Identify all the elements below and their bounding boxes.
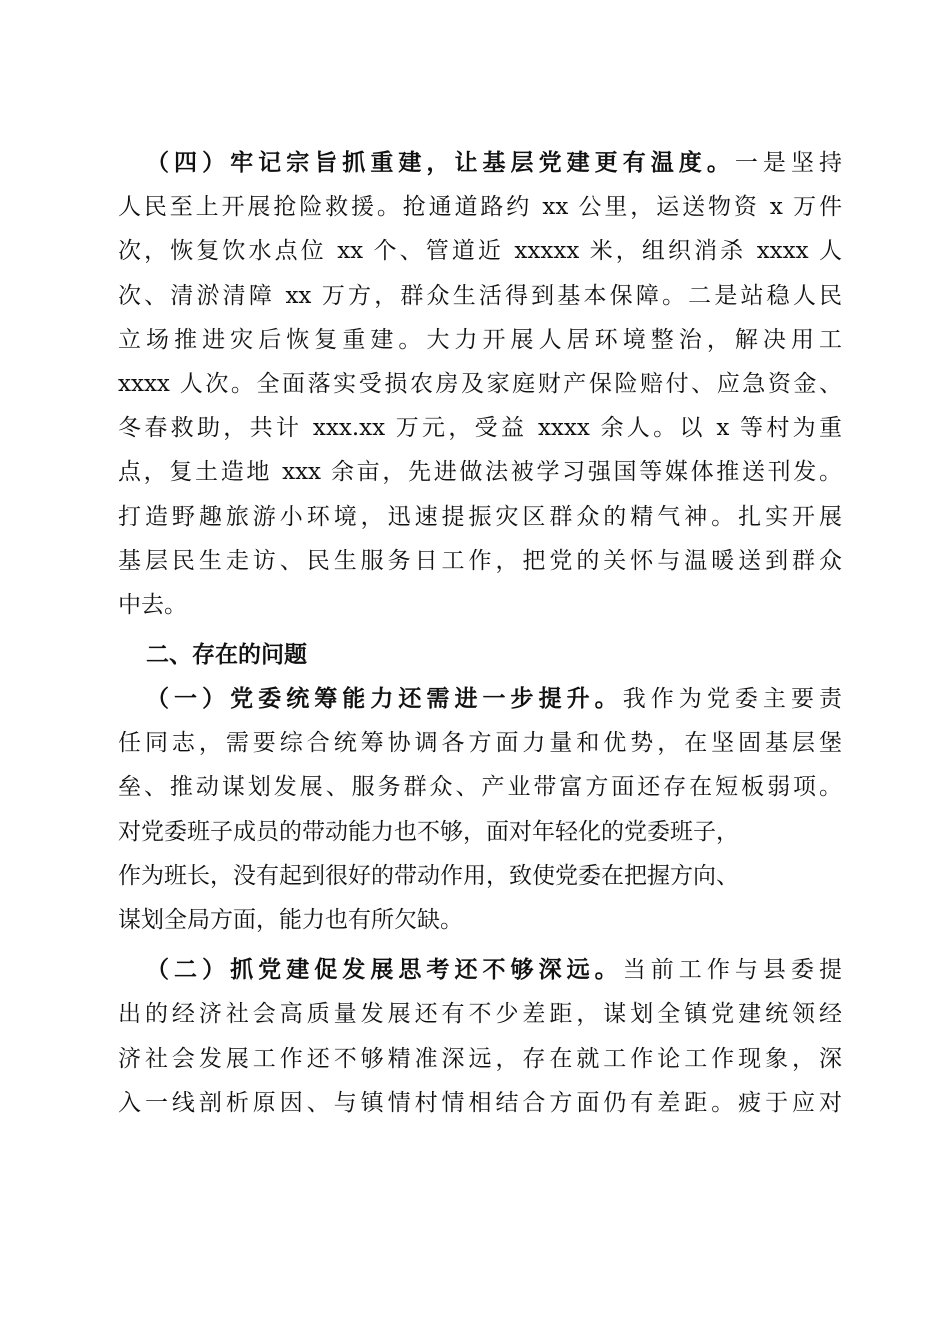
document-page [118,141,842,1125]
text-line: 次、清淤清障 xx 万方，群众生活得到基本保障。二是站稳人民 [118,282,842,309]
paragraph-lead: （四）牢记宗旨抓重建，让基层党建更有温度。 [146,149,735,176]
text-line: 入一线剖析原因、与镇情村情相结合方面仍有差距。疲于应对 [118,1089,842,1116]
text-line: xxxx 人次。全面落实受损农房及家庭财产保险赔付、应急资金、 [118,370,842,397]
text-span: 一是坚持 [734,150,843,176]
text-line: 点，复土造地 xxx 余亩，先进做法被学习强国等媒体推送刊发。 [118,459,842,486]
text-line: 次，恢复饮水点位 xx 个、管道近 xxxxx 米，组织消杀 xxxx 人 [118,238,842,265]
text-line: 冬春救助，共计 xxx.xx 万元，受益 xxxx 余人。以 x 等村为重 [118,415,842,442]
text-line: 出的经济社会高质量发展还有不少差距，谋划全镇党建统领经 [118,1001,842,1028]
text-line: 对党委班子成员的带动能力也不够，面对年轻化的党委班子， [118,818,739,845]
text-line [118,948,842,992]
section-heading: 二、存在的问题 [146,642,307,669]
paragraph-problem-1 [118,677,842,942]
text-line: 垒、推动谋划发展、服务群众、产业带富方面还存在短板弱项。 [118,774,842,801]
text-line: 作为班长，没有起到很好的带动作用，致使党委在把握方向、 [118,862,739,889]
text-line: 任同志，需要综合统筹协调各方面力量和优势，在坚固基层堡 [118,730,842,757]
paragraph-4-grassroots-warmth [118,141,842,627]
paragraph-problem-2 [118,948,842,1125]
paragraph-lead: （二）抓党建促发展思考还不够深远。 [146,956,623,984]
text-line: 中去。 [118,591,187,618]
text-span: 当前工作与县委提 [622,957,843,984]
text-line: 谋划全局方面，能力也有所欠缺。 [118,907,463,933]
text-line: 济社会发展工作还不够精准深远，存在就工作论工作现象，深 [118,1045,842,1072]
text-line: 基层民生走访、民生服务日工作，把党的关怀与温暖送到群众 [118,547,842,574]
text-span: 我作为党委主要责 [622,686,843,713]
text-line: 立场推进灾后恢复重建。大力开展人居环境整治，解决用工 [118,326,842,353]
text-line [118,677,842,721]
paragraph-lead: （一）党委统筹能力还需进一步提升。 [146,685,623,713]
text-line: 打造野趣旅游小环境，迅速提振灾区群众的精气神。扎实开展 [118,503,842,530]
text-line: 人民至上开展抢险救援。抢通道路约 xx 公里，运送物资 x 万件 [118,194,842,221]
text-line [118,141,842,185]
